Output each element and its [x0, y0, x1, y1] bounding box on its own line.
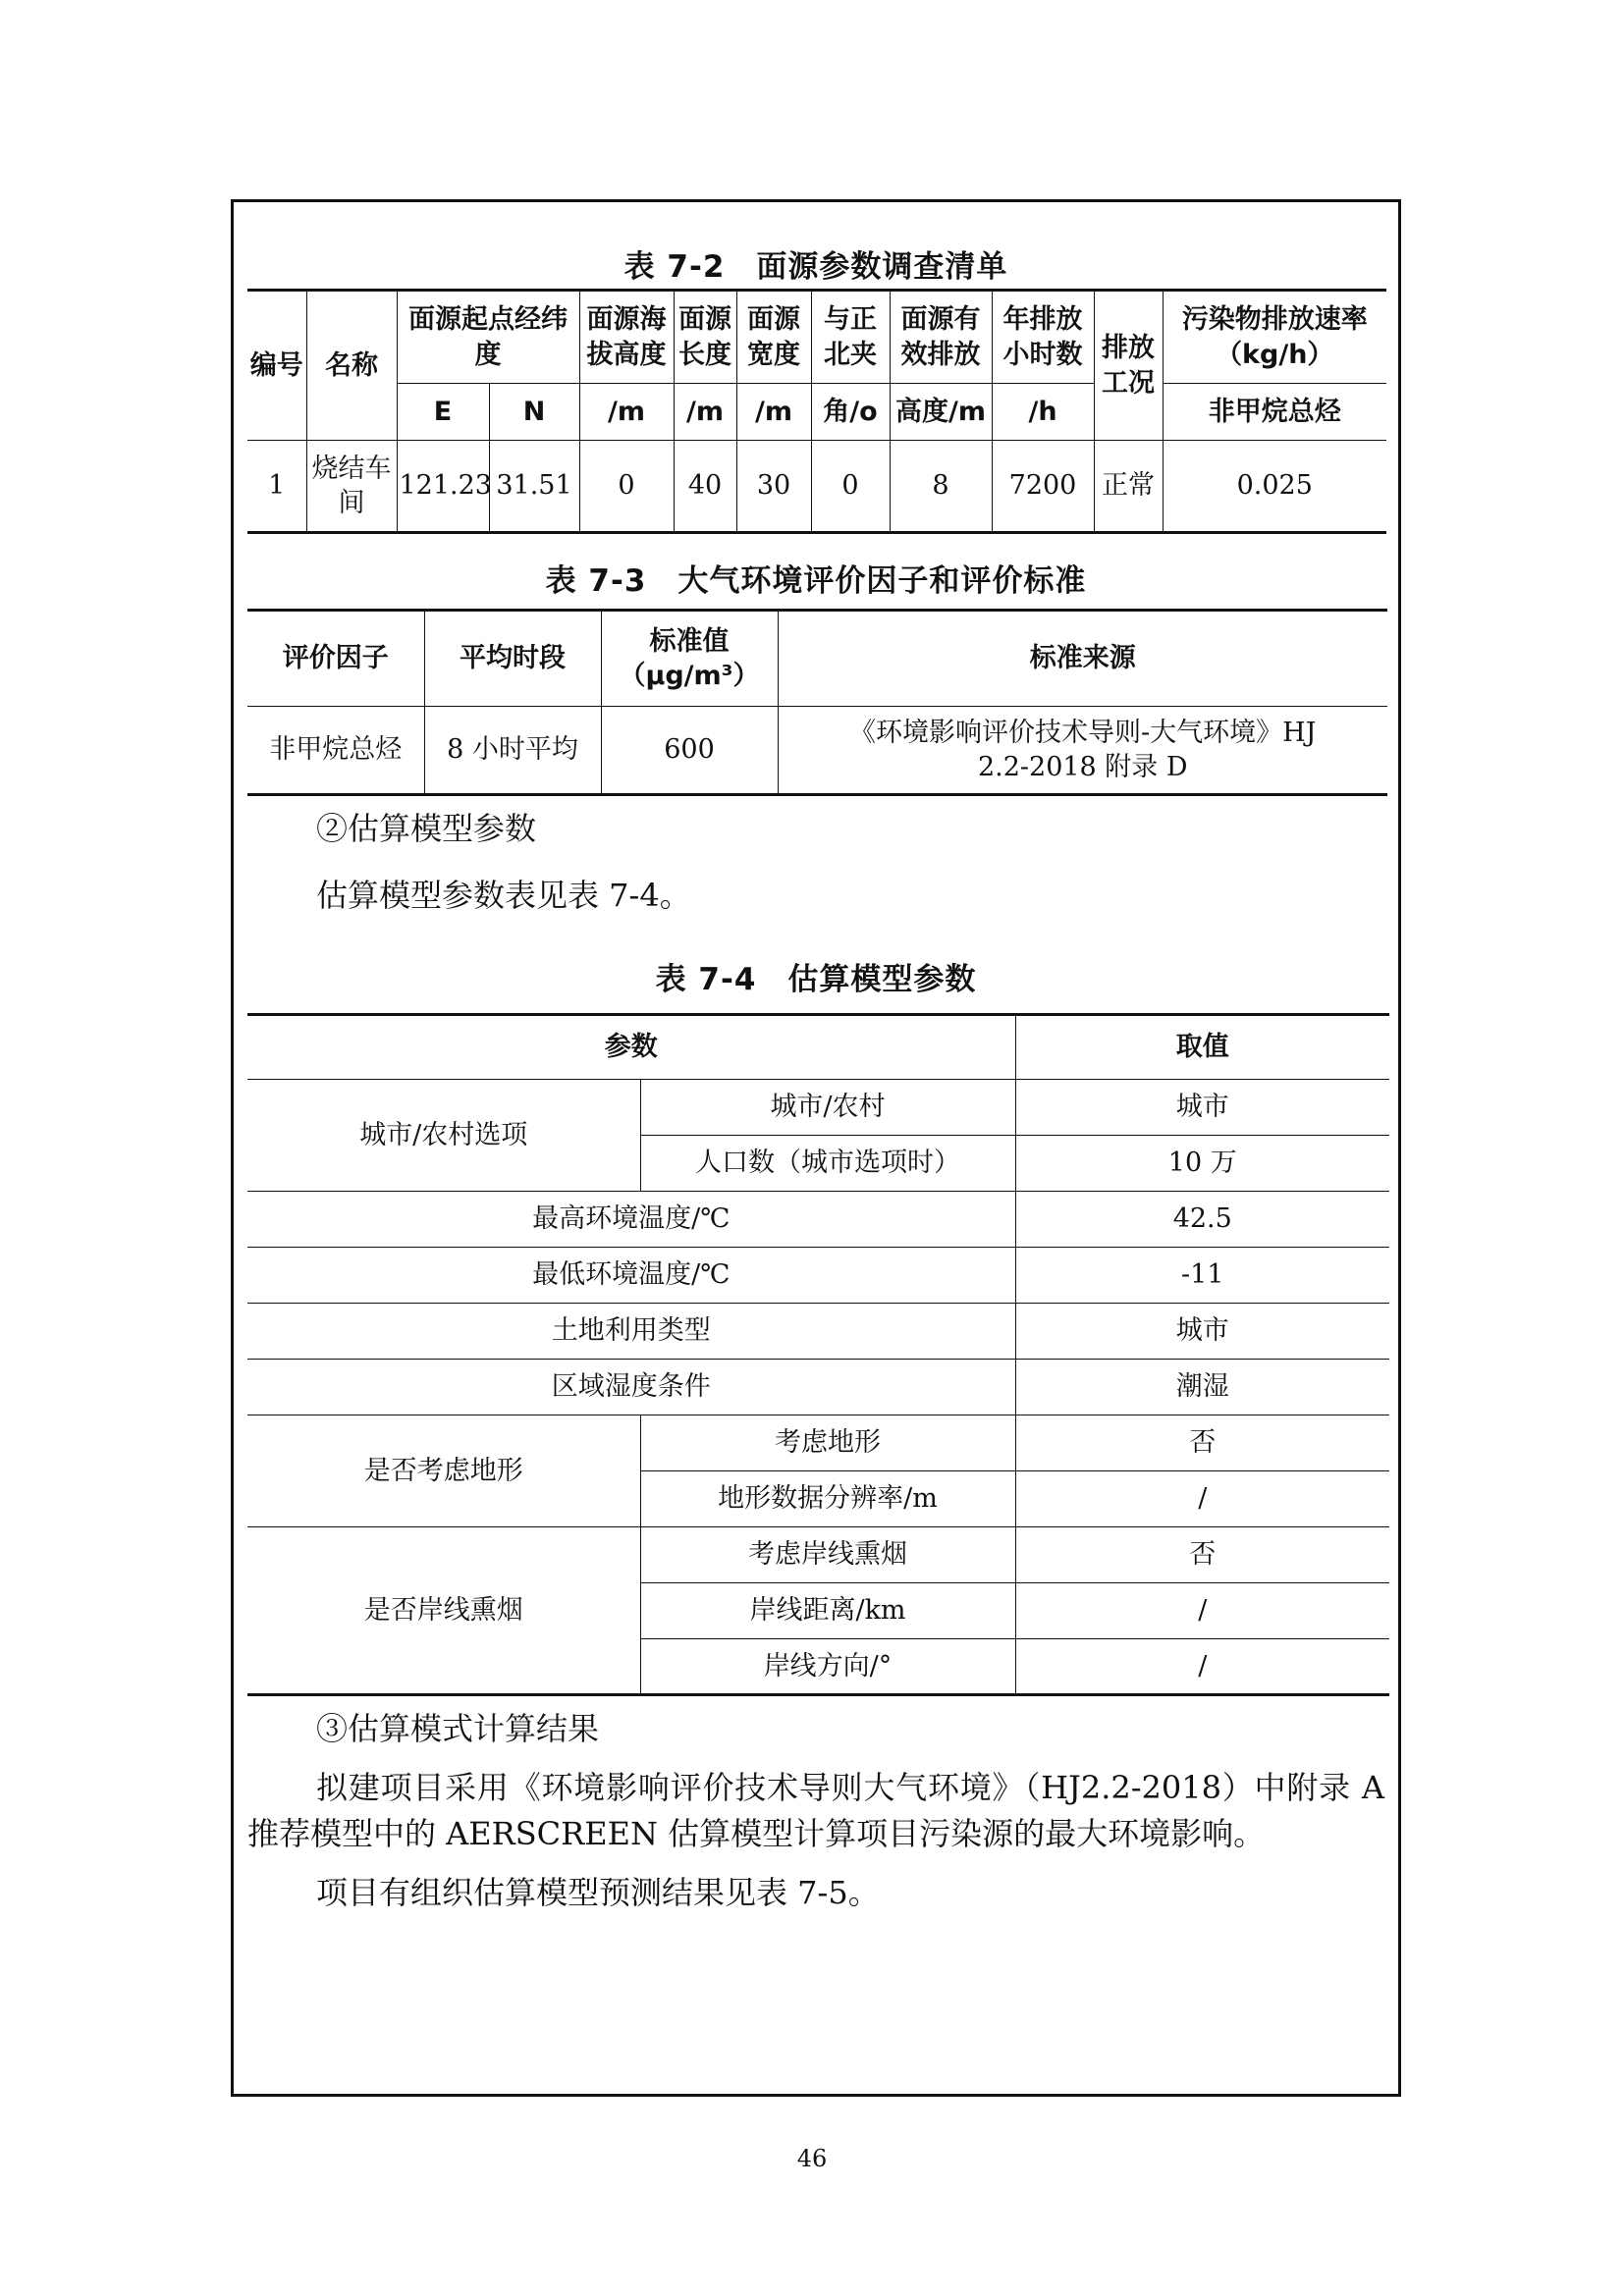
- table-row: [247, 707, 1387, 795]
- cell-min-temp: 最低环境温度/℃: [247, 1247, 1015, 1303]
- header-height: 面源有效排放: [890, 291, 992, 384]
- cell-urban-group: 城市/农村选项: [247, 1079, 640, 1191]
- header-period: 平均时段: [424, 611, 601, 707]
- header-hours-unit: /h: [992, 384, 1094, 441]
- table-7-3-header-row: [247, 611, 1387, 707]
- header-angle: 与正北夹: [811, 291, 890, 384]
- header-name: 名称: [306, 291, 397, 441]
- cell-standard: 600: [601, 707, 778, 795]
- header-source: 标准来源: [778, 611, 1387, 707]
- section-3-body-1: 拟建项目采用《环境影响评价技术导则大气环境》（HJ2.2-2018）中附录 A 推荐模型中的 AERSCREEN 估算模型计算项目污染源的最大环境影响。: [247, 1769, 1384, 1852]
- cell-humidity: 区域湿度条件: [247, 1359, 1015, 1415]
- table-7-2-header-row-2: [247, 384, 1386, 441]
- header-rate: 污染物排放速率（kg/h）: [1163, 291, 1386, 384]
- header-origin: 面源起点经纬度: [397, 291, 579, 384]
- section-2-body: 估算模型参数表见表 7-4。: [316, 877, 691, 915]
- table-7-4-header-row: [247, 1014, 1389, 1079]
- table-7-3-caption: 表 7-3 大气环境评价因子和评价标准: [545, 563, 1087, 599]
- cell-shore-direction: 岸线方向/°: [640, 1638, 1015, 1694]
- header-length-unit: /m: [674, 384, 736, 441]
- page-number: 46: [796, 2145, 828, 2172]
- cell-population: 人口数（城市选项时）: [640, 1135, 1015, 1191]
- cell-population-value: 10 万: [1015, 1135, 1389, 1191]
- cell-shore-distance: 岸线距离/km: [640, 1582, 1015, 1638]
- cell-terrain-group: 是否考虑地形: [247, 1415, 640, 1526]
- header-pollutant: 非甲烷总烃: [1163, 384, 1386, 441]
- table-row: [247, 1191, 1389, 1247]
- cell-factor: 非甲烷总烃: [247, 707, 424, 795]
- cell-shore-direction-value: /: [1015, 1638, 1389, 1694]
- cell-shore: 考虑岸线熏烟: [640, 1526, 1015, 1582]
- cell-angle: 0: [811, 441, 890, 533]
- header-height-unit: 高度/m: [890, 384, 992, 441]
- cell-height: 8: [890, 441, 992, 533]
- cell-hours: 7200: [992, 441, 1094, 533]
- cell-name: 烧结车间: [306, 441, 397, 533]
- header-standard-unit: （μg/m³）: [619, 661, 760, 691]
- header-length: 面源长度: [674, 291, 736, 384]
- table-row: [247, 1079, 1389, 1135]
- cell-width: 30: [736, 441, 811, 533]
- page-frame: [231, 199, 1401, 2097]
- cell-min-temp-value: -11: [1015, 1247, 1389, 1303]
- cell-period: 8 小时平均: [424, 707, 601, 795]
- cell-rate: 0.025: [1163, 441, 1386, 533]
- cell-humidity-value: 潮湿: [1015, 1359, 1389, 1415]
- cell-no: 1: [247, 441, 306, 533]
- table-row: [247, 1526, 1389, 1582]
- cell-source-line-1: 《环境影响评价技术导则-大气环境》HJ: [849, 717, 1317, 748]
- cell-max-temp: 最高环境温度/℃: [247, 1191, 1015, 1247]
- cell-shore-group: 是否岸线熏烟: [247, 1526, 640, 1694]
- header-condition: 排放工况: [1094, 291, 1163, 441]
- cell-shore-value: 否: [1015, 1526, 1389, 1582]
- table-row: [247, 1415, 1389, 1470]
- table-row: [247, 1359, 1389, 1415]
- header-angle-unit: 角/o: [811, 384, 890, 441]
- cell-terrain-value: 否: [1015, 1415, 1389, 1470]
- table-7-4: [247, 1013, 1389, 1696]
- page-content: [247, 202, 1384, 1915]
- header-hours: 年排放小时数: [992, 291, 1094, 384]
- cell-source-line-2: 2.2-2018 附录 D: [977, 752, 1188, 782]
- cell-land-use: 土地利用类型: [247, 1303, 1015, 1359]
- table-row: [247, 1303, 1389, 1359]
- table-7-3: [247, 609, 1387, 796]
- table-row: [247, 441, 1386, 533]
- cell-terrain-resolution-value: /: [1015, 1470, 1389, 1526]
- cell-n: 31.51: [489, 441, 579, 533]
- table-row: [247, 1247, 1389, 1303]
- header-n: N: [489, 384, 579, 441]
- section-2-heading: ②估算模型参数: [316, 810, 537, 847]
- header-altitude-unit: /m: [579, 384, 674, 441]
- cell-source: [778, 707, 1387, 795]
- cell-terrain: 考虑地形: [640, 1415, 1015, 1470]
- cell-altitude: 0: [579, 441, 674, 533]
- header-value: 取值: [1015, 1014, 1389, 1079]
- header-width: 面源宽度: [736, 291, 811, 384]
- header-standard-label: 标准值: [649, 625, 730, 657]
- table-7-4-caption: 表 7-4 估算模型参数: [655, 961, 977, 997]
- section-3-heading: ③估算模式计算结果: [316, 1709, 600, 1747]
- cell-urban-rural: 城市/农村: [640, 1079, 1015, 1135]
- cell-urban-rural-value: 城市: [1015, 1079, 1389, 1135]
- cell-land-use-value: 城市: [1015, 1303, 1389, 1359]
- header-e: E: [397, 384, 489, 441]
- header-standard: [601, 611, 778, 707]
- cell-max-temp-value: 42.5: [1015, 1191, 1389, 1247]
- section-3-body-2: 项目有组织估算模型预测结果见表 7-5。: [316, 1873, 880, 1911]
- header-altitude: 面源海拔高度: [579, 291, 674, 384]
- header-width-unit: /m: [736, 384, 811, 441]
- cell-length: 40: [674, 441, 736, 533]
- cell-terrain-resolution: 地形数据分辨率/m: [640, 1470, 1015, 1526]
- cell-condition: 正常: [1094, 441, 1163, 533]
- cell-e: 121.23: [397, 441, 489, 533]
- table-7-2-caption: 表 7-2 面源参数调查清单: [623, 249, 1008, 285]
- header-param: 参数: [247, 1014, 1015, 1079]
- cell-shore-distance-value: /: [1015, 1582, 1389, 1638]
- header-no: 编号: [247, 291, 306, 441]
- table-7-2-header-row-1: [247, 291, 1386, 384]
- header-factor: 评价因子: [247, 611, 424, 707]
- table-7-2: [247, 289, 1386, 534]
